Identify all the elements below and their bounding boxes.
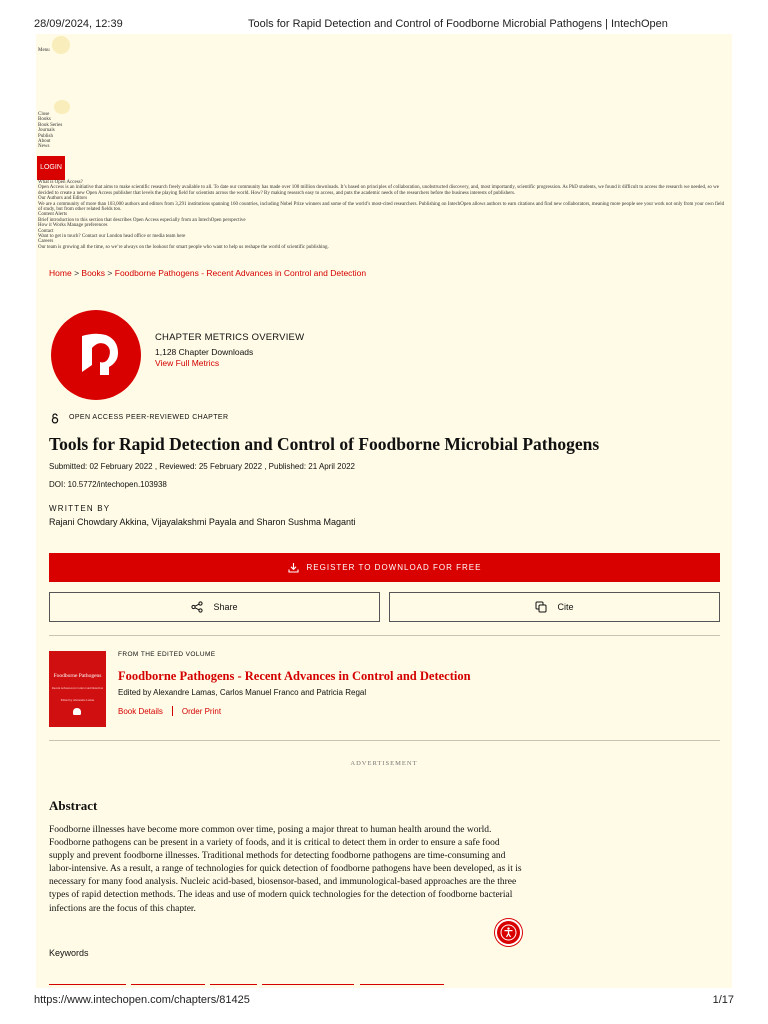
accessibility-button[interactable] [495, 919, 522, 946]
nav-item-journals[interactable]: Journals [38, 128, 55, 134]
info-text-open-access: Open Access is an initiative that aims to make scientific research freely available to all. To date our community has made over 100 million downloads. It’s based on principles of collaboration, unobstructed discovery, and, most importantly, scientific progression. As PhD students, we found it difficult to access the research we needed, so we decided to create a new Open Access publisher that levels the playing field for scientists across the world. How? By making research easy to access, and puts the academic needs of the researchers before the business interests of publishers. [38, 185, 720, 196]
intechopen-head-icon [51, 310, 141, 400]
nav-item-book-series[interactable]: Book Series [38, 122, 63, 128]
share-button[interactable] [49, 592, 380, 622]
book-cover-title: Foodborne Pathogens [53, 673, 102, 679]
cite-button[interactable] [389, 592, 720, 622]
print-header [0, 0, 768, 34]
book-title-link[interactable]: Foodborne Pathogens - Recent Advances in Control and Detection [118, 669, 471, 683]
metrics-downloads: 1,128 Chapter Downloads [155, 347, 254, 357]
breadcrumb-books[interactable]: Books [81, 268, 106, 278]
order-print-link[interactable]: Order Print [181, 706, 222, 716]
menu-button[interactable]: Menu [38, 48, 50, 53]
book-editors: Edited by Alexandre Lamas, Carlos Manuel Franco and Patricia Regal [118, 688, 367, 697]
info-heading-contact[interactable]: Contact [38, 228, 54, 234]
print-footer [0, 990, 768, 1024]
book-details-link[interactable]: Book Details [118, 706, 163, 716]
register-download-button[interactable] [49, 553, 720, 582]
keywords-label: Keywords [49, 948, 89, 958]
open-access-icon [50, 413, 60, 424]
chapter-metrics-logo [51, 310, 141, 400]
divider [49, 740, 720, 741]
abstract-heading: Abstract [49, 798, 98, 813]
metrics-title: CHAPTER METRICS OVERVIEW [155, 332, 305, 343]
book-cover-editor: Edited by Alexandre Lamas [60, 698, 95, 702]
download-icon [288, 562, 299, 573]
register-download-label: REGISTER TO DOWNLOAD FOR FREE [306, 563, 482, 572]
cite-label: Cite [557, 602, 574, 612]
keyword-chip[interactable] [360, 984, 444, 987]
accessibility-icon [500, 924, 517, 941]
info-heading-authors[interactable]: Our Authors and Editors [38, 196, 88, 202]
share-icon [191, 601, 203, 613]
print-date: 28/09/2024, 12:39 [34, 18, 123, 30]
from-edited-volume-label: FROM THE EDITED VOLUME [118, 651, 216, 658]
chapter-authors[interactable]: Rajani Chowdary Akkina, Vijayalakshmi Payala and Sharon Sushma Maganti [49, 517, 356, 527]
info-text-authors: We are a community of more than 103,000 authors and editors from 3,291 institutions spanning 160 countries, including Nobel Prize winners and some of the world’s most-cited researchers. Publishing on IntechOpen allows authors to earn citations and find new collaborators, meaning more people see your work not only from your own field of study, but from other related fields too. [38, 201, 725, 213]
nav-info-block [38, 180, 728, 250]
nav-item-publish[interactable]: Publish [38, 133, 54, 139]
copy-icon [535, 601, 547, 613]
info-heading-alerts[interactable]: Content Alerts [38, 212, 68, 218]
chapter-title: Tools for Rapid Detection and Control of Foodborne Microbial Pathogens [49, 434, 600, 454]
keyword-chips [49, 984, 449, 988]
intechopen-logo[interactable] [52, 36, 70, 54]
keyword-chip[interactable] [210, 984, 257, 987]
book-links [118, 706, 221, 716]
nav-menu [38, 112, 118, 150]
chapter-dates: Submitted: 02 February 2022 , Reviewed: 25 February 2022 , Published: 21 April 2022 [49, 462, 355, 471]
info-text-alerts: Brief introduction to this section that describes Open Access especially from an IntechOpen perspective [38, 217, 246, 223]
chapter-doi[interactable]: DOI: 10.5772/intechopen.103938 [49, 480, 167, 489]
book-cover-logo [73, 708, 81, 715]
info-heading-careers[interactable]: Careers [38, 239, 54, 245]
nav-item-news[interactable]: News [38, 144, 50, 150]
abstract-text: Foodborne illnesses have become more common over time, posing a major threat to human health around the world. Foodborne pathogens can be present in a variety of foods, and it is critical to detect them in order to ensure a safe food supply and prevent foodborne illnesses. Traditional methods for detecting foodborne pathogens are time-consuming and labor-intensive. As a result, a range of technologies for quick detection of foodborne pathogens have been developed, as it is necessary for many food analysis. Nucleic acid-based, biosensor-based, and immunological-based approaches are the three types of rapid detection methods. The ideas and use of modern quick technologies for the detection of foodborne bacterial infections are the focus of this chapter. [49, 825, 522, 914]
breadcrumb-separator: > [74, 268, 80, 278]
breadcrumb [49, 268, 366, 278]
page-content [36, 34, 732, 988]
breadcrumb-separator: > [107, 268, 113, 278]
view-full-metrics-link[interactable]: View Full Metrics [155, 358, 220, 368]
link-separator [172, 706, 173, 716]
login-button[interactable]: LOGIN [37, 156, 65, 180]
info-text-contact: Want to get in touch? Contact our London head office or media team here [38, 234, 186, 240]
keyword-chip[interactable] [262, 984, 354, 987]
divider [49, 635, 720, 636]
print-url: https://www.intechopen.com/chapters/81425 [34, 994, 250, 1006]
open-access-badge: OPEN ACCESS PEER-REVIEWED CHAPTER [69, 414, 229, 421]
nav-item-books[interactable]: Books [38, 117, 51, 123]
nav-item-close[interactable]: Close [38, 112, 50, 117]
info-text-careers: Our team is growing all the time, so we’re always on the lookout for smart people who want to help us reshape the world of scientific publishing. [38, 244, 329, 250]
breadcrumb-current[interactable]: Foodborne Pathogens - Recent Advances in Control and Detection [114, 268, 367, 278]
book-cover-subtitle: Recent Advances in Control and Detection [51, 686, 104, 690]
written-by-label: WRITTEN BY [49, 504, 111, 513]
info-link-how-it-works[interactable]: How it Works Manage preferences [38, 223, 108, 229]
keyword-chip[interactable] [131, 984, 205, 987]
print-page-number: 1/17 [712, 994, 734, 1006]
print-page-title: Tools for Rapid Detection and Control of Foodborne Microbial Pathogens | IntechOpen [248, 18, 668, 30]
breadcrumb-home[interactable]: Home [49, 268, 72, 278]
keyword-chip[interactable] [49, 984, 126, 987]
info-heading-open-access[interactable]: What is Open Access? [38, 180, 83, 185]
book-cover[interactable] [49, 651, 106, 727]
share-label: Share [213, 602, 238, 612]
advertisement-label: ADVERTISEMENT [350, 760, 418, 767]
nav-item-about[interactable]: About [38, 139, 51, 145]
